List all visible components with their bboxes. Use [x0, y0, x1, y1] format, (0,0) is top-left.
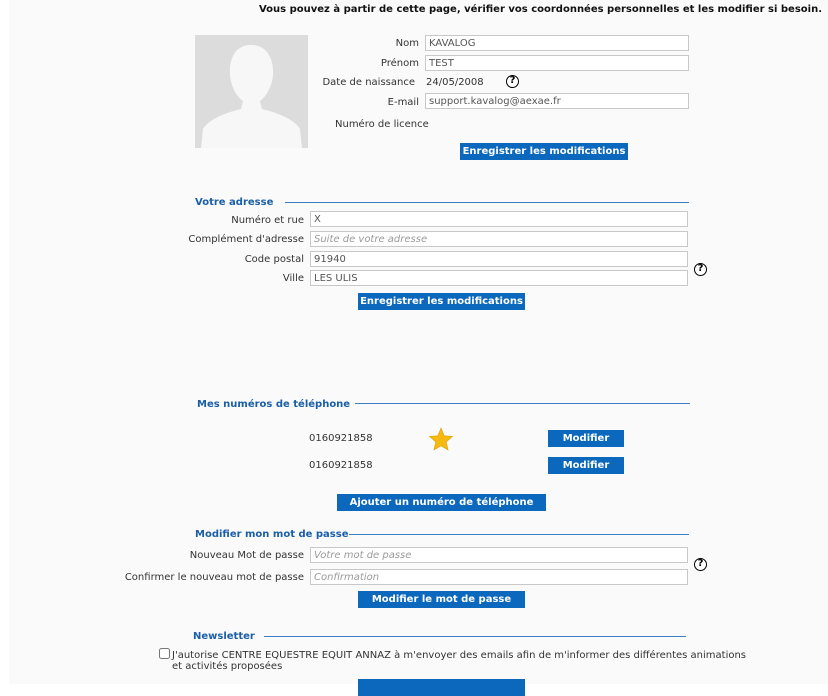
phones-section-title: Mes numéros de téléphone: [197, 399, 351, 410]
dob-value: 24/05/2008: [426, 77, 484, 88]
new-password-field[interactable]: [310, 547, 688, 563]
newsletter-section-title: Newsletter: [193, 631, 255, 642]
dob-help-icon[interactable]: ?: [506, 75, 519, 88]
add-phone-button[interactable]: Ajouter un numéro de téléphone: [337, 494, 546, 511]
edit-phone-2-button[interactable]: Modifier: [548, 457, 624, 474]
password-section-title: Modifier mon mot de passe: [195, 529, 349, 540]
postal-label: Code postal: [244, 254, 304, 265]
favorite-star-icon[interactable]: [428, 427, 454, 451]
phone-number-2: 0160921858: [309, 460, 373, 471]
complement-field[interactable]: [310, 231, 688, 247]
postal-field[interactable]: [310, 251, 688, 267]
newsletter-divider: [264, 636, 686, 637]
email-field[interactable]: [425, 93, 689, 109]
city-field[interactable]: [310, 270, 688, 286]
dob-label: Date de naissance: [322, 77, 415, 88]
address-divider: [285, 202, 689, 203]
newsletter-consent-text: J'autorise CENTRE EQUESTRE EQUIT ANNAZ à m'envoyer des emails afin de m'informer des différentes animations et activités proposées: [172, 650, 747, 672]
prenom-label: Prénom: [380, 58, 419, 69]
person-silhouette-icon: [195, 35, 308, 148]
avatar: [195, 35, 308, 148]
intro-text: Vous pouvez à partir de cette page, vérifier vos coordonnées personnelles et les modifier si besoin.: [258, 4, 822, 15]
address-help-icon[interactable]: ?: [694, 263, 707, 276]
page: [9, 0, 828, 684]
complement-label: Complément d'adresse: [188, 234, 304, 245]
phones-divider: [355, 403, 690, 404]
newsletter-consent-checkbox[interactable]: [159, 648, 170, 659]
nom-field[interactable]: [425, 35, 689, 51]
email-label: E-mail: [387, 97, 419, 108]
save-newsletter-button[interactable]: [358, 679, 525, 696]
password-help-icon[interactable]: ?: [694, 558, 707, 571]
nom-label: Nom: [395, 38, 419, 49]
confirm-password-field[interactable]: [310, 569, 688, 585]
change-password-button[interactable]: Modifier le mot de passe: [358, 591, 525, 608]
phone-number-1: 0160921858: [309, 433, 373, 444]
save-identity-button[interactable]: Enregistrer les modifications: [460, 143, 628, 160]
address-section-title: Votre adresse: [195, 197, 274, 208]
confirm-password-label: Confirmer le nouveau mot de passe: [124, 572, 304, 583]
street-label: Numéro et rue: [231, 215, 304, 226]
street-field[interactable]: [310, 211, 688, 227]
save-address-button[interactable]: Enregistrer les modifications: [358, 293, 525, 310]
licence-label: Numéro de licence: [335, 119, 429, 130]
prenom-field[interactable]: [425, 55, 689, 71]
edit-phone-1-button[interactable]: Modifier: [548, 430, 624, 447]
city-label: Ville: [282, 273, 304, 284]
new-password-label: Nouveau Mot de passe: [189, 550, 304, 561]
password-divider: [349, 534, 689, 535]
